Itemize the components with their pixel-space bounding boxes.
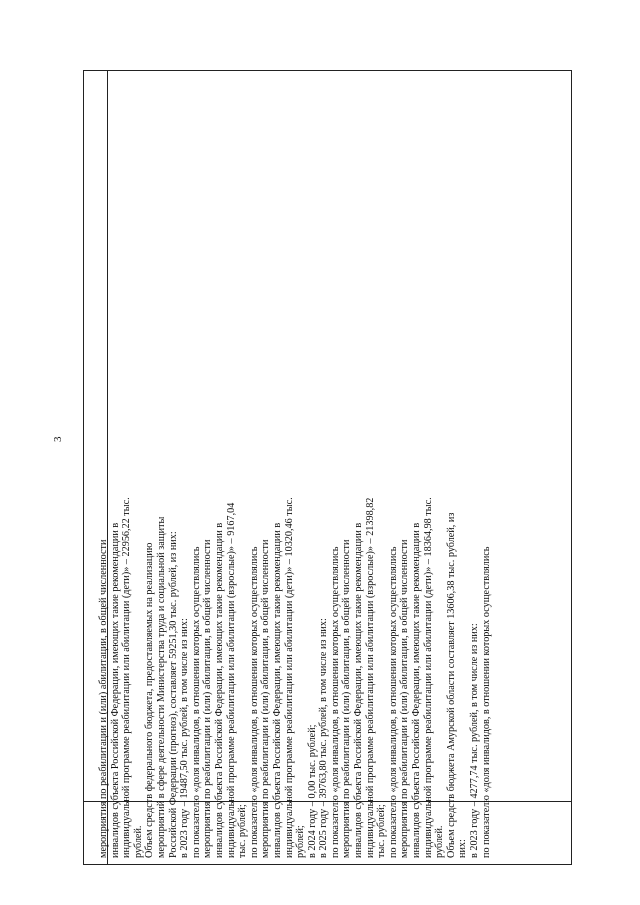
page-number: 3 bbox=[52, 436, 64, 442]
table-cell-text bbox=[98, 78, 554, 858]
text-line: тыс. рублей; bbox=[376, 804, 388, 858]
text-line: по показателю «доля инвалидов, в отношении которых осуществлялись bbox=[387, 546, 399, 858]
text-line: по показателю «доля инвалидов, в отношении которых осуществлялись bbox=[248, 546, 260, 858]
text-line: инвалидов субъекта Российской Федерации, имеющих такие рекомендации в bbox=[271, 522, 283, 858]
text-line: рублей. bbox=[132, 825, 144, 858]
text-line: в 2023 году – 19487,50 тыс. рублей, в том числе из них: bbox=[179, 618, 191, 858]
text-line: мероприятия по реабилитации и (или) абилитации, в общей численности bbox=[98, 539, 109, 858]
text-line: мероприятия по реабилитации и (или) абилитации, в общей численности bbox=[202, 539, 214, 858]
text-line: индивидуальной программе реабилитации или абилитации (взрослые)» – 21398,82 bbox=[364, 497, 376, 858]
text-line: мероприятия по реабилитации и (или) абилитации, в общей численности bbox=[260, 539, 272, 858]
text-line: Объем средств бюджета Амурской области составляет 13606,38 тыс. рублей, из bbox=[445, 512, 457, 858]
text-line: индивидуальной программе реабилитации или абилитации (дети)» – 22956,22 тыс. bbox=[121, 497, 133, 858]
text-line: индивидуальной программе реабилитации или абилитации (дети)» – 18364,98 тыс. bbox=[422, 497, 434, 858]
text-line: в 2023 году – 4277,74 тыс. рублей, в том числе из них: bbox=[469, 623, 480, 858]
text-line: в 2025 году – 39763,80 тыс. рублей, в том числе из них: bbox=[318, 618, 330, 858]
text-line: инвалидов субъекта Российской Федерации, имеющих такие рекомендации в bbox=[411, 522, 423, 858]
text-line: по показателю «доля инвалидов, в отношении которых осуществлялись bbox=[480, 546, 492, 858]
text-line: мероприятий в сфере деятельности Министерства труда и социальной защиты bbox=[155, 516, 167, 858]
text-line: индивидуальной программе реабилитации или абилитации (дети)» – 10320,46 тыс. bbox=[283, 497, 295, 858]
text-line: инвалидов субъекта Российской Федерации, имеющих такие рекомендации в bbox=[353, 522, 365, 858]
text-line: инвалидов субъекта Российской Федерации, имеющих такие рекомендации в bbox=[109, 522, 121, 858]
text-line: индивидуальной программе реабилитации или абилитации (взрослые)» – 9167,04 bbox=[225, 502, 237, 858]
text-line: рублей; bbox=[295, 825, 307, 858]
text-line: них: bbox=[457, 839, 469, 858]
text-line: мероприятия по реабилитации и (или) абилитации, в общей численности bbox=[399, 539, 411, 858]
text-line: по показателю «доля инвалидов, в отношении которых осуществлялись bbox=[329, 546, 341, 858]
text-line: Российской Федерации (прогноз), составляет 59251,30 тыс. рублей, из них: bbox=[167, 531, 179, 858]
text-line: мероприятия по реабилитации и (или) абилитации, в общей численности bbox=[341, 539, 353, 858]
text-line: в 2024 году – 0,00 тыс. рублей; bbox=[306, 724, 318, 858]
text-line: рублей. bbox=[434, 825, 446, 858]
text-line: инвалидов субъекта Российской Федерации, имеющих такие рекомендации в bbox=[213, 522, 225, 858]
text-line: по показателю «доля инвалидов, в отношении которых осуществлялись bbox=[190, 546, 202, 858]
text-line: Объем средств федерального бюджета, предоставляемых на реализацию bbox=[144, 542, 156, 858]
text-line: тыс. рублей; bbox=[237, 804, 249, 858]
